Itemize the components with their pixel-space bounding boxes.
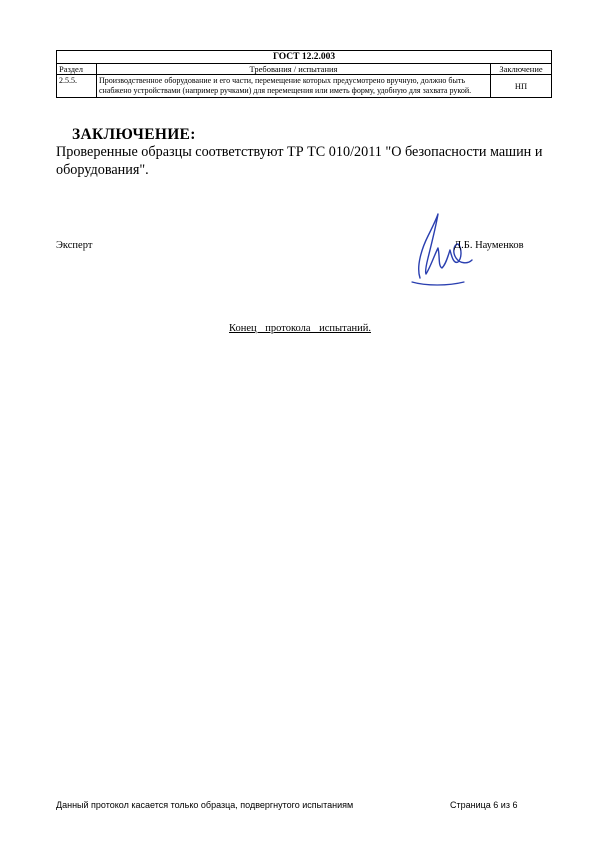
- table-row: [57, 75, 552, 98]
- expert-role-label: Эксперт: [56, 240, 93, 251]
- table-header-row: [57, 64, 552, 75]
- expert-name: Д.Б. Науменков: [454, 240, 524, 251]
- column-header-conclusion: Заключение: [491, 64, 552, 75]
- row-conclusion-value: НП: [491, 75, 552, 98]
- conclusion-text: Проверенные образцы соответствуют ТР ТС 010/2011 "О безопасности машин и оборудования".: [56, 144, 543, 178]
- end-of-protocol-note: Конец протокола испытаний.: [229, 323, 371, 334]
- row-requirement-text: Производственное оборудование и его части, перемещение которых предусмотрено вручную, должно быть снабжено устройствами (например ручками) для перемещения или иметь форму, удобную для захвата рукой.: [97, 75, 491, 98]
- conclusion-heading: ЗАКЛЮЧЕНИЕ:: [72, 126, 196, 143]
- row-section-number: 2.5.5.: [57, 75, 97, 98]
- column-header-requirements: Требования / испытания: [97, 64, 491, 75]
- table-title-row: [57, 51, 552, 64]
- column-header-section: Раздел: [57, 64, 97, 75]
- standard-title: ГОСТ 12.2.003: [57, 51, 552, 64]
- standard-requirements-table: [56, 50, 552, 98]
- footer-disclaimer: Данный протокол касается только образца, подвергнутого испытаниям: [56, 800, 354, 810]
- footer-page-number: Страница 6 из 6: [450, 800, 518, 810]
